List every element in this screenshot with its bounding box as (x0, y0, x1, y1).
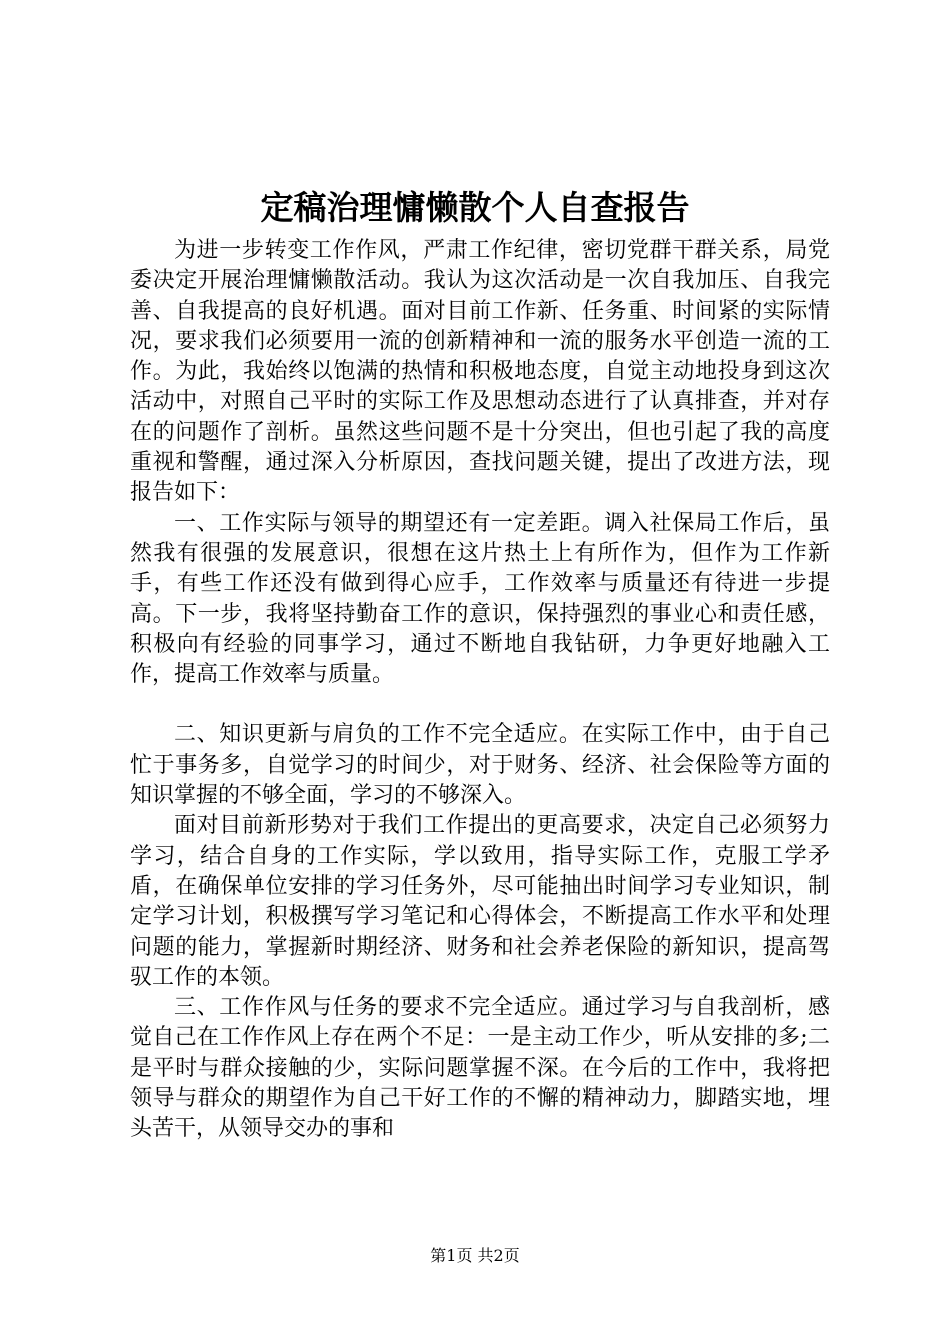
paragraph-intro: 为进一步转变工作作风，严肃工作纪律，密切党群干群关系，局党委决定开展治理慵懒散活动。我认为这次活动是一次自我加压、自我完善、自我提高的良好机遇。面对目前工作新、任务重、时间紧的实际情况，要求我们必须要用一流的创新精神和一流的服务水平创造一流的工作。为此，我始终以饱满的热情和积极地态度，自觉主动地投身到这次活动中，对照自己平时的实际工作及思想动态进行了认真排查，并对存在的问题作了剖析。虽然这些问题不是十分突出，但也引起了我的高度重视和警醒，通过深入分析原因，查找问题关键，提出了改进方法，现报告如下： (130, 238, 830, 506)
document-body (130, 236, 830, 1145)
paragraph-point-one: 一、工作实际与领导的期望还有一定差距。调入社保局工作后，虽然我有很强的发展意识，很想在这片热土上有所作为，但作为工作新手，有些工作还没有做到得心应手，工作效率与质量还有待进一步提高。下一步，我将坚持勤奋工作的意识，保持强烈的事业心和责任感，积极向有经验的同事学习，通过不断地自我钻研，力争更好地融入工作，提高工作效率与质量。 (130, 510, 830, 688)
paragraph-point-two: 二、知识更新与肩负的工作不完全适应。在实际工作中，由于自己忙于事务多，自觉学习的时间少，对于财务、经济、社会保险等方面的知识掌握的不够全面，学习的不够深入。 (130, 722, 830, 809)
page-number-footer: 第1页 共2页 (430, 1246, 520, 1265)
paragraph-point-three: 三、工作作风与任务的要求不完全适应。通过学习与自我剖析，感觉自己在工作作风上存在两个不足：一是主动工作少，听从安排的多;二是平时与群众接触的少，实际问题掌握不深。在今后的工作中，我将把领导与群众的期望作为自己干好工作的不懈的精神动力，脚踏实地，埋头苦干，从领导交办的事和 (130, 995, 830, 1142)
paragraph-point-two-remedy: 面对目前新形势对于我们工作提出的更高要求，决定自己必须努力学习，结合自身的工作实际，学以致用，指导实际工作，克服工学矛盾，在确保单位安排的学习任务外，尽可能抽出时间学习专业知识，制定学习计划，积极撰写学习笔记和心得体会，不断提高工作水平和处理问题的能力，掌握新时期经济、财务和社会养老保险的新知识，提高驾驭工作的本领。 (130, 813, 830, 990)
document-title: 定稿治理慵懒散个人自查报告 (260, 188, 690, 227)
